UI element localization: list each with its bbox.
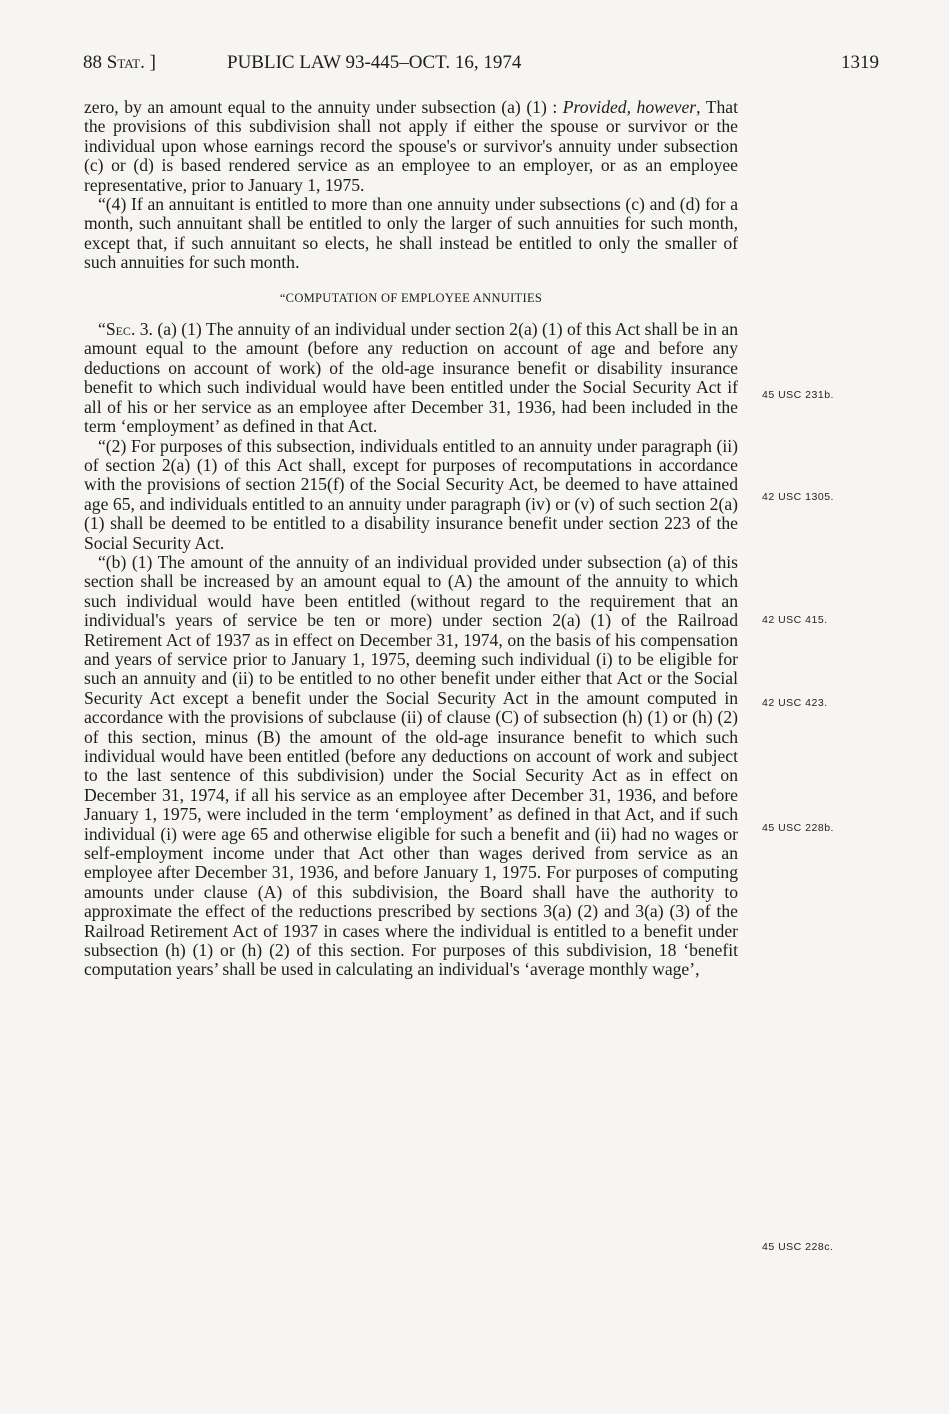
paragraph-4: “(4) If an annuitant is entitled to more than one annuity under subsections (c) and (d) for a month, such annuitant shall be entitled to only the larger of such annuities for such month, except that, if such annuitant so elects, he shall instead be entitled to only the smaller of such annuities for such month. — [84, 194, 738, 273]
text-run: “ — [98, 319, 106, 340]
margin-citation: 42 USC 1305. — [762, 491, 834, 503]
margin-citation: 45 USC 228b. — [762, 822, 834, 834]
page-number: 1319 — [841, 52, 879, 73]
margin-citation: 42 USC 423. — [762, 697, 828, 709]
paragraph-sec-3b1: “(b) (1) The amount of the annuity of an individual provided under subsection (a) of this section shall be increased by an amount equal to (A) the amount of the annuity to which such individual would have been entitled (without regard to the requirement that an individual's years of service be ten or more) under section 2(a) (1) of the Railroad Retirement Act of 1937 as in effect on December 31, 1974, on the basis of his compensation and years of service prior to January 1, 1975, deeming such individual (i) to be eligible for such an annuity and (ii) to be entitled to no other benefit under either that Act or the Social Security Act except a benefit under the Social Security Act in the amount computed in accordance with the provisions of subclause (ii) of clause (C) of subsection (h) (1) or (h) (2) of this section, minus (B) the amount of the old-age insurance benefit to which such individual would have been entitled (before any deductions on account of work and subject to the last sentence of this subdivision) under the Social Security Act as in effect on December 31, 1974, if all his service as an employee after December 31, 1936, and before January 1, 1975, were included in the term ‘employment’ as defined in that Act, and if such individual (i) were age 65 and otherwise eligible for such a benefit and (ii) had no wages or self-employment income under that Act other than wages derived from service as an employee after December 31, 1936, and before January 1, 1975. For purposes of computing amounts under clause (A) of this subdivision, the Board shall have the authority to approximate the effect of the reductions prescribed by sections 3(a) (2) and 3(a) (3) of the Railroad Retirement Act of 1937 in cases where the individual is entitled to a benefit under subsection (h) (1) or (h) (2) of this section. For purposes of this subdivision, 18 ‘benefit computation years’ shall be used in calculating an individual's ‘average monthly wage’, — [84, 551, 738, 980]
margin-citation: 45 USC 228c. — [762, 1241, 834, 1253]
sec-label: Sec — [105, 319, 131, 340]
text-run: . 3. (a) (1) The annuity of an individual under section 2(a) (1) of this Act shall be in an amount equal to the amount (before any reduction on account of age and before any deductions on account of work) of the old-age insurance benefit or disability insurance benefit to which such individual would have been entitled under the Social Security Act if all of his or her service as an employee after December 31, 1936, had been included in the term ‘employment’ as defined in that Act. — [84, 319, 738, 437]
stat-reference: 88 Stat. ] — [83, 52, 156, 73]
margin-citation: 42 USC 415. — [762, 614, 828, 626]
statute-body — [84, 98, 738, 980]
page-header — [83, 52, 883, 76]
margin-citation: 45 USC 231b. — [762, 389, 834, 401]
proviso-italic: Provided, however — [562, 97, 697, 117]
section-heading: “COMPUTATION OF EMPLOYEE ANNUITIES — [279, 290, 543, 305]
paragraph-continuation — [84, 98, 738, 195]
paragraph-sec-3a1 — [84, 320, 738, 436]
text-run: zero, by an amount equal to the annuity under subsection (a) (1) : — [84, 97, 563, 117]
text-run: , That the provisions of this subdivision shall not apply if either the spouse or survivor or the individual upon whose earnings record the spouse's or survivor's annuity under subsection (c) or (d) is based rendered service as an employee to an employer, or as an employee representative, prior to January 1, 1975. — [84, 97, 738, 195]
paragraph-sec-3a2: “(2) For purposes of this subsection, individuals entitled to an annuity under paragraph (ii) of section 2(a) (1) of this Act shall, except for purposes of recomputations in accordance with the provisions of section 215(f) of the Social Security Act, be deemed to have attained age 65, and individuals entitled to an annuity under paragraph (iv) or (v) of such section 2(a) (1) shall be deemed to be entitled to a disability insurance benefit under section 223 of the Social Security Act. — [84, 435, 738, 553]
law-title: PUBLIC LAW 93-445–OCT. 16, 1974 — [227, 52, 522, 73]
